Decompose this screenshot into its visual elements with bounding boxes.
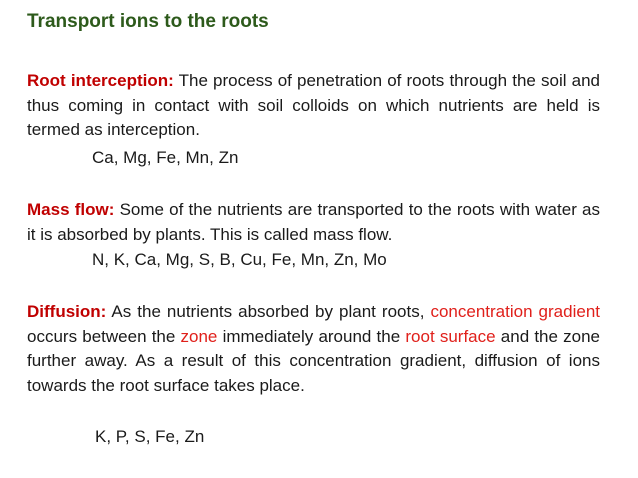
slide-title: Transport ions to the roots bbox=[27, 11, 269, 32]
root-surface-highlight: root surface bbox=[405, 326, 496, 346]
zone-highlight: zone bbox=[180, 326, 218, 346]
root-interception-paragraph bbox=[27, 69, 600, 143]
mass-flow-text: Some of the nutrients are transported to the roots with water as it is absorbed by plants. This is called mass flow. bbox=[27, 200, 600, 244]
mass-flow-heading: Mass flow: bbox=[27, 200, 115, 219]
root-interception-heading: Root interception: bbox=[27, 71, 174, 90]
diffusion-text-1: As the nutrients absorbed by plant roots, bbox=[106, 302, 431, 321]
root-interception-text: The process of penetration of roots through the soil and thus coming in contact with soil colloids on which nutrients are held is termed as interception. bbox=[27, 71, 600, 139]
diffusion-text-2: occurs between the bbox=[27, 326, 181, 346]
diffusion-text-3: immediately around the bbox=[217, 326, 406, 346]
mass-flow-elements: N, K, Ca, Mg, S, B, Cu, Fe, Mn, Zn, Mo bbox=[92, 250, 387, 269]
mass-flow-paragraph bbox=[27, 198, 600, 247]
slide bbox=[27, 0, 600, 478]
diffusion-heading: Diffusion: bbox=[27, 302, 107, 321]
diffusion-paragraph bbox=[27, 300, 600, 398]
diffusion-elements: K, P, S, Fe, Zn bbox=[95, 427, 205, 446]
root-interception-elements: Ca, Mg, Fe, Mn, Zn bbox=[92, 148, 239, 167]
concentration-gradient-highlight: concentration gradient bbox=[430, 302, 600, 321]
diffusion-text-4: and the zone further away. As a result of this concentration gradient, diffusion of ions towards the root surface takes place. bbox=[27, 326, 601, 395]
